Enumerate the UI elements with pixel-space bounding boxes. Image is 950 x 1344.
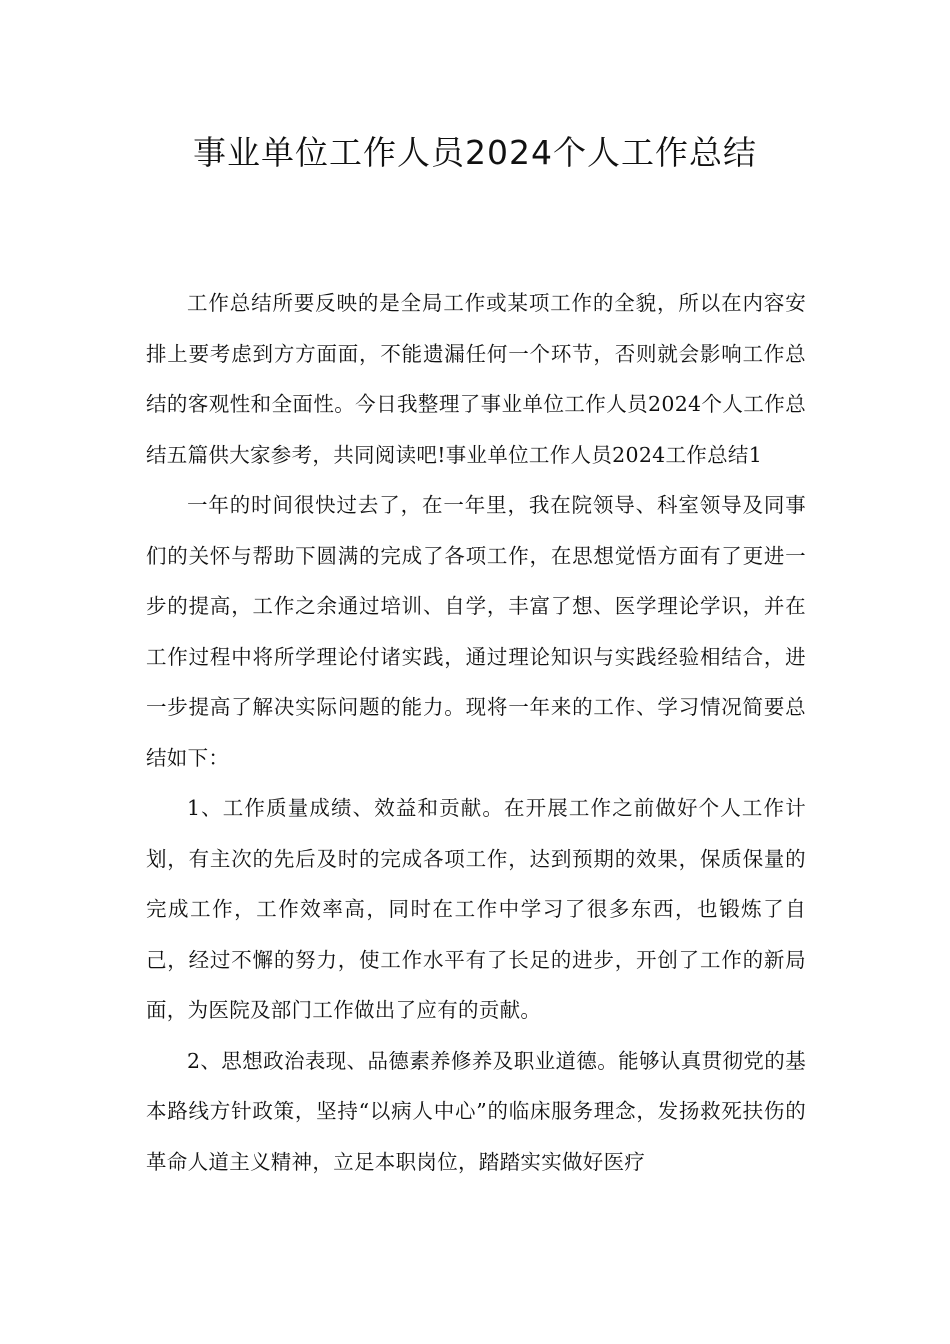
paragraph-item-1: 1、工作质量成绩、效益和贡献。在开展工作之前做好个人工作计划，有主次的先后及时的完成各项工作，达到预期的效果，保质保量的完成工作，工作效率高，同时在工作中学习了很多东西，也锻炼了自己，经过不懈的努力，使工作水平有了长足的进步，开创了工作的新局面，为医院及部门工作做出了应有的贡献。 [146,796,806,1022]
paragraph-intro: 工作总结所要反映的是全局工作或某项工作的全貌，所以在内容安排上要考虑到方方面面，不能遗漏任何一个环节，否则就会影响工作总结的客观性和全面性。今日我整理了事业单位工作人员2024个人工作总结五篇供大家参考，共同阅读吧!事业单位工作人员2024工作总结1 [146,291,806,467]
document-title: 事业单位工作人员2024个人工作总结 [193,133,757,172]
document-body [146,278,806,1187]
paragraph-item-2: 2、思想政治表现、品德素养修养及职业道德。能够认真贯彻党的基本路线方针政策，坚持“以病人中心”的临床服务理念，发扬救死扶伤的革命人道主义精神，立足本职岗位，踏踏实实做好医疗 [146,1048,806,1174]
paragraph-summary: 一年的时间很快过去了，在一年里，我在院领导、科室领导及同事们的关怀与帮助下圆满的完成了各项工作，在思想觉悟方面有了更进一步的提高，工作之余通过培训、自学，丰富了想、医学理论学识，并在工作过程中将所学理论付诸实践，通过理论知识与实践经验相结合，进一步提高了解决实际问题的能力。现将一年来的工作、学习情况简要总结如下： [146,493,806,770]
